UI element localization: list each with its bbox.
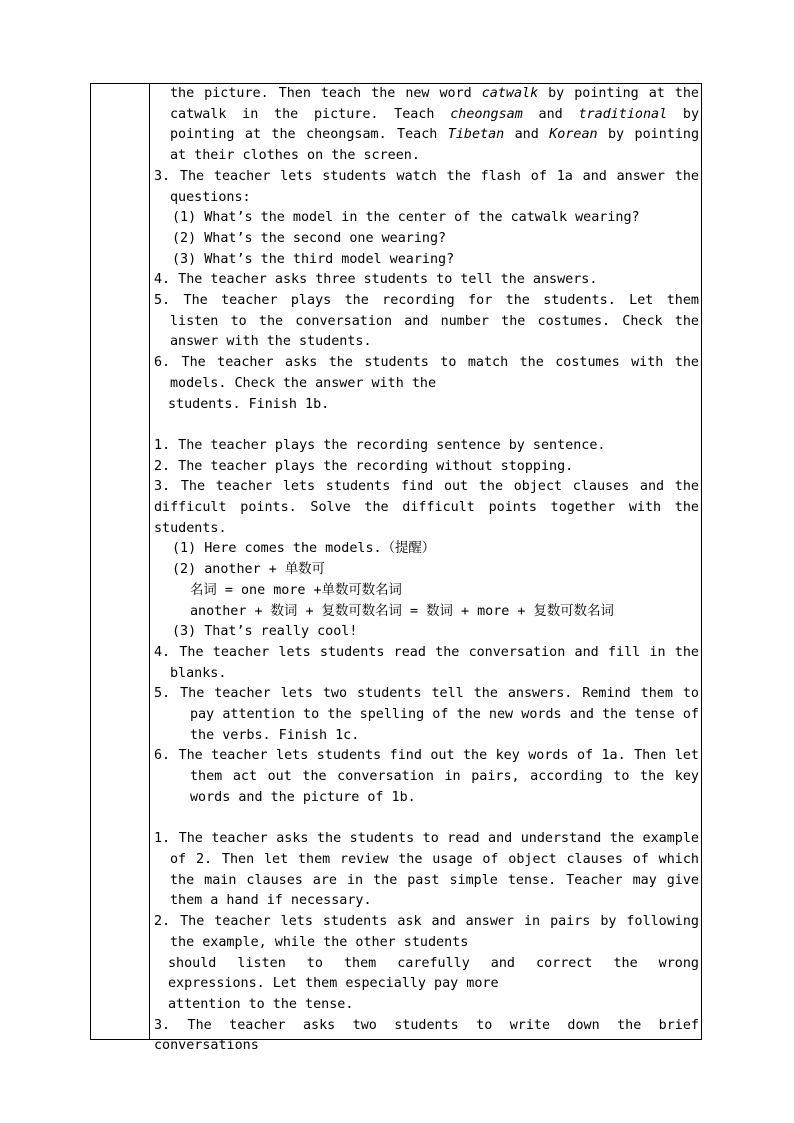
intro-text-a: the picture. Then teach the new word	[170, 86, 482, 101]
word-traditional: traditional	[578, 106, 668, 122]
word-korean: Korean	[549, 127, 598, 143]
intro-text-b: by pointing at the catwalk in the picture. Teach	[170, 86, 699, 122]
s2-item-6: 6. The teacher lets students find out the key words of 1a. Then let them act out the conversation in pairs, according to the key words and the picture of 1b.	[154, 748, 699, 805]
procedure-cell	[154, 84, 700, 1054]
s1-item-3: 3. The teacher lets students watch the flash of 1a and answer the questions:	[154, 168, 699, 205]
s1-item-6-cont: students. Finish 1b.	[168, 396, 330, 412]
s3-item-2-cont: should listen to them carefully and correct the wrong expressions. Let them especially pay more	[168, 955, 699, 992]
s3-item-2-cont2: attention to the tense.	[168, 996, 354, 1012]
s3-item-3: 3. The teacher asks two students to write down the brief conversations	[154, 1017, 699, 1054]
spacer	[154, 809, 699, 830]
intro-text-d: by pointing at the cheongsam. Teach	[170, 106, 700, 143]
intro-text-e: and	[504, 127, 550, 143]
s1-item-4: 4. The teacher asks three students to tell the answers.	[154, 272, 598, 288]
s2-point-3: (3) That’s really cool!	[172, 624, 358, 640]
s2-point-2-cont: 名词 = one more +单数可数名词	[190, 582, 402, 598]
s1-item-6: 6. The teacher asks the students to match the costumes with the models. Check the answer with the	[154, 355, 699, 391]
intro-text-f: by pointing at their clothes on the screen.	[170, 127, 700, 164]
word-cheongsam: cheongsam	[450, 106, 523, 122]
s3-item-2: 2. The teacher lets students ask and answer in pairs by following the example, while the other students	[154, 914, 699, 950]
s2-item-4: 4. The teacher lets students read the conversation and fill in the blanks.	[154, 644, 699, 681]
spacer	[154, 415, 699, 436]
intro-paragraph	[154, 84, 699, 167]
s1-item-5: 5. The teacher plays the recording for the students. Let them listen to the conversation and number the costumes. Check the answer with the students.	[154, 293, 699, 350]
s2-point-2: (2) another + 单数可	[172, 562, 326, 578]
left-column-cell	[91, 84, 150, 1039]
lesson-plan-table	[90, 83, 702, 1054]
s1-question-3: (3) What’s the third model wearing?	[172, 251, 455, 267]
s2-item-1: 1. The teacher plays the recording sentence by sentence.	[154, 437, 606, 453]
s2-point-2-plural: another + 数词 + 复数可数名词 = 数词 + more + 复数可数名词	[190, 603, 614, 619]
word-tibetan: Tibetan	[447, 127, 505, 143]
s2-item-3: 3. The teacher lets students find out the object clauses and the difficult points. Solve the difficult points together with the students.	[154, 479, 699, 536]
s1-question-1: (1) What’s the model in the center of the catwalk wearing?	[172, 210, 640, 226]
s2-item-2: 2. The teacher plays the recording without stopping.	[154, 458, 574, 474]
word-catwalk: catwalk	[481, 86, 539, 101]
intro-text-c: and	[522, 106, 579, 122]
s1-question-2: (2) What’s the second one wearing?	[172, 230, 447, 246]
s2-point-1: (1) Here comes the models.（提醒）	[172, 541, 436, 557]
s3-item-1: 1. The teacher asks the students to read and understand the example of 2. Then let them review the usage of object clauses of which the main clauses are in the past simple tense. Teacher may give them a hand if necessary.	[154, 831, 699, 909]
s2-item-5: 5. The teacher lets two students tell the answers. Remind them to pay attention to the spelling of the new words and the tense of the verbs. Finish 1c.	[154, 686, 699, 743]
